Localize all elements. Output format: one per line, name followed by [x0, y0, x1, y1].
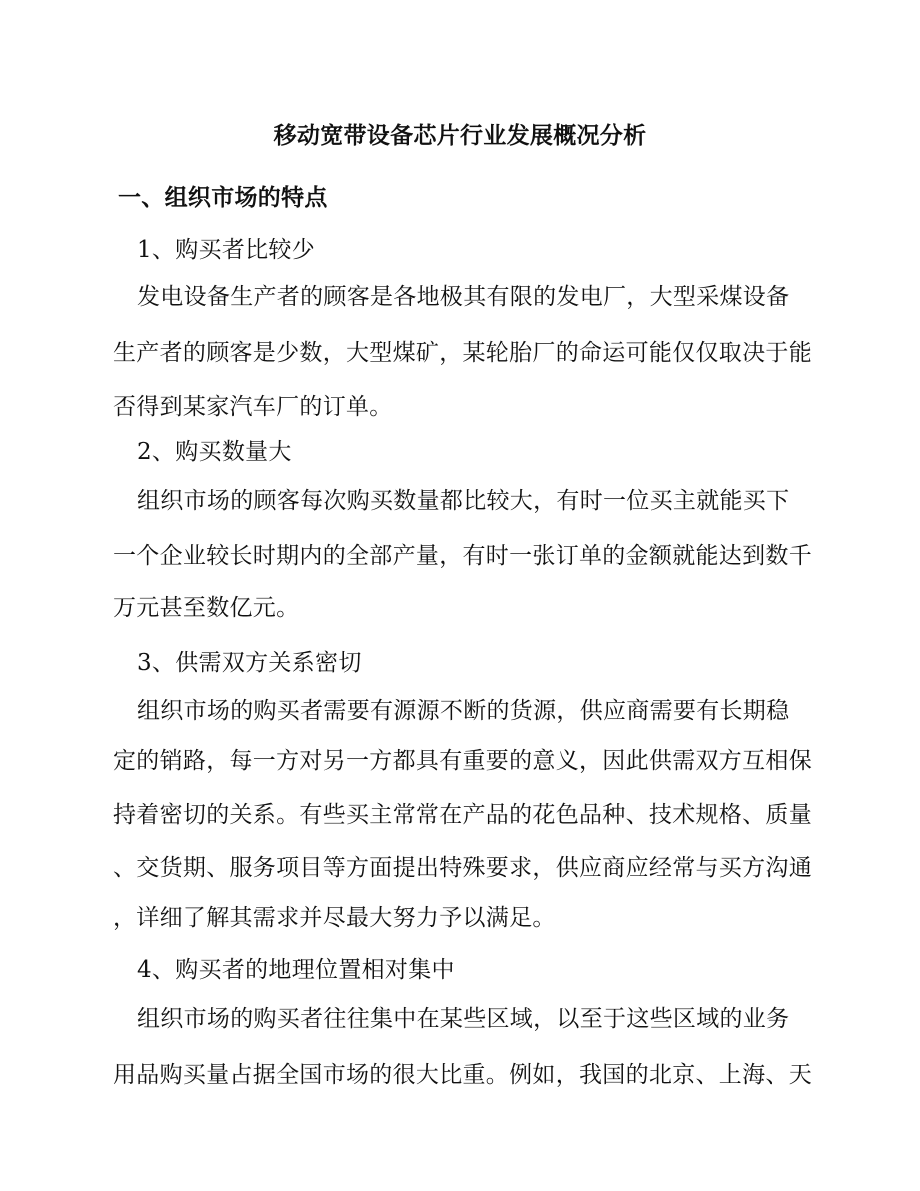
paragraph-line: 定的销路，每一方对另一方都具有重要的意义，因此供需双方互相保: [113, 748, 812, 774]
paragraph-line: 用品购买量占据全国市场的很大比重。例如，我国的北京、上海、天: [113, 1062, 812, 1088]
subheading: 3、供需双方关系密切: [137, 650, 362, 676]
section-heading: 一、组织市场的特点: [118, 184, 328, 211]
paragraph-line: 万元甚至数亿元。: [113, 595, 300, 621]
paragraph-line: 组织市场的购买者往往集中在某些区域，以至于这些区域的业务: [137, 1006, 790, 1032]
paragraph-line: 、交货期、服务项目等方面提出特殊要求，供应商应经常与买方沟通: [113, 855, 812, 881]
paragraph-line: 一个企业较长时期内的全部产量，有时一张订单的金额就能达到数千: [113, 543, 812, 569]
paragraph-line: 组织市场的顾客每次购买数量都比较大，有时一位买主就能买下: [137, 488, 790, 514]
subheading: 4、购买者的地理位置相对集中: [137, 957, 455, 983]
paragraph-line: 持着密切的关系。有些买主常常在产品的花色品种、技术规格、质量: [113, 802, 812, 828]
page-title: 移动宽带设备芯片行业发展概况分析: [273, 122, 647, 149]
paragraph-line: 生产者的顾客是少数，大型煤矿，某轮胎厂的命运可能仅仅取决于能: [113, 340, 812, 366]
paragraph-line: 发电设备生产者的顾客是各地极其有限的发电厂，大型采煤设备: [137, 284, 790, 310]
paragraph-line: 组织市场的购买者需要有源源不断的货源，供应商需要有长期稳: [137, 698, 790, 724]
paragraph-line: ，详细了解其需求并尽最大努力予以满足。: [113, 905, 556, 931]
subheading: 2、购买数量大: [137, 439, 292, 465]
paragraph-line: 否得到某家汽车厂的订单。: [113, 394, 393, 420]
subheading: 1、购买者比较少: [137, 237, 316, 263]
